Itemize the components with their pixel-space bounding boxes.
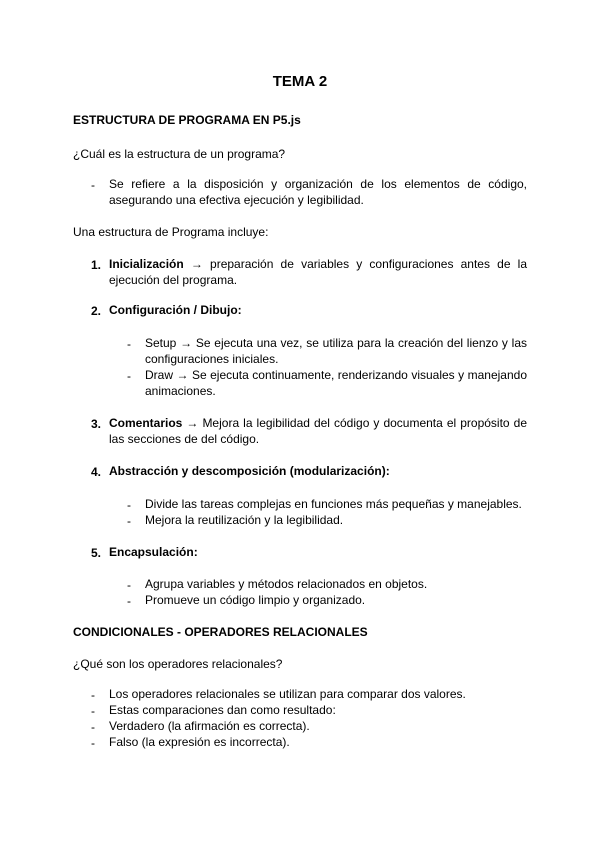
bullet-dash: - <box>91 720 95 734</box>
bullet-operators-4: Falso (la expresión es incorrecta). <box>109 735 290 749</box>
intro-structure: Una estructura de Programa incluye: <box>73 225 269 239</box>
item-4-label: Abstracción y descomposición (modularización): <box>109 464 390 478</box>
item-3-label: Comentarios <box>109 416 183 430</box>
question-operators: ¿Qué son los operadores relacionales? <box>73 657 283 671</box>
bullet-dash: - <box>91 688 95 702</box>
bullet-dash: - <box>127 594 131 608</box>
item-number-1: 1. <box>91 258 102 272</box>
subitem-divide: Divide las tareas complejas en funciones más pequeñas y manejables. <box>145 497 522 511</box>
bullet-dash: - <box>127 514 131 528</box>
item-number-5: 5. <box>91 546 102 560</box>
bullet-dash: - <box>91 736 95 750</box>
bullet-dash: - <box>127 369 131 383</box>
item-number-4: 4. <box>91 465 102 479</box>
subitem-group: Agrupa variables y métodos relacionados en objetos. <box>145 577 428 591</box>
subitem-draw: Draw → Se ejecuta continuamente, renderizando visuales y manejando animaciones. <box>145 368 527 398</box>
subitem-reuse: Mejora la reutilización y la legibilidad. <box>145 513 344 527</box>
item-3 <box>109 415 527 447</box>
bullet-dash: - <box>91 178 95 192</box>
bullet-dash: - <box>127 578 131 592</box>
section-heading-conditionals: CONDICIONALES - OPERADORES RELACIONALES <box>73 625 368 639</box>
item-3-text: → Mejora la legibilidad del código y documenta el propósito de las secciones de del código. <box>109 416 527 446</box>
bullet-operators-3: Verdadero (la afirmación es correcta). <box>109 719 310 733</box>
item-1-label: Inicialización <box>109 257 184 271</box>
subitem-setup: Setup → Se ejecuta una vez, se utiliza para la creación del lienzo y las configuraciones iniciales. <box>145 336 527 366</box>
section-heading-structure: ESTRUCTURA DE PROGRAMA EN P5.js <box>73 113 301 127</box>
item-5-label: Encapsulación: <box>109 545 198 559</box>
bullet-operators-2: Estas comparaciones dan como resultado: <box>109 703 336 717</box>
bullet-dash: - <box>91 704 95 718</box>
bullet-operators-1: Los operadores relacionales se utilizan para comparar dos valores. <box>109 687 466 701</box>
answer-structure: Se refiere a la disposición y organización de los elementos de código, asegurando una efectiva ejecución y legibilidad. <box>109 177 527 207</box>
item-number-3: 3. <box>91 417 102 431</box>
page-title: TEMA 2 <box>272 73 328 90</box>
subitem-promote: Promueve un código limpio y organizado. <box>145 593 366 607</box>
item-1 <box>109 256 527 288</box>
bullet-dash: - <box>127 498 131 512</box>
item-number-2: 2. <box>91 304 102 318</box>
question-structure: ¿Cuál es la estructura de un programa? <box>73 147 286 161</box>
item-1-text: → preparación de variables y configuraciones antes de la ejecución del programa. <box>109 257 527 287</box>
item-2-label: Configuración / Dibujo: <box>109 303 242 317</box>
bullet-dash: - <box>127 337 131 351</box>
